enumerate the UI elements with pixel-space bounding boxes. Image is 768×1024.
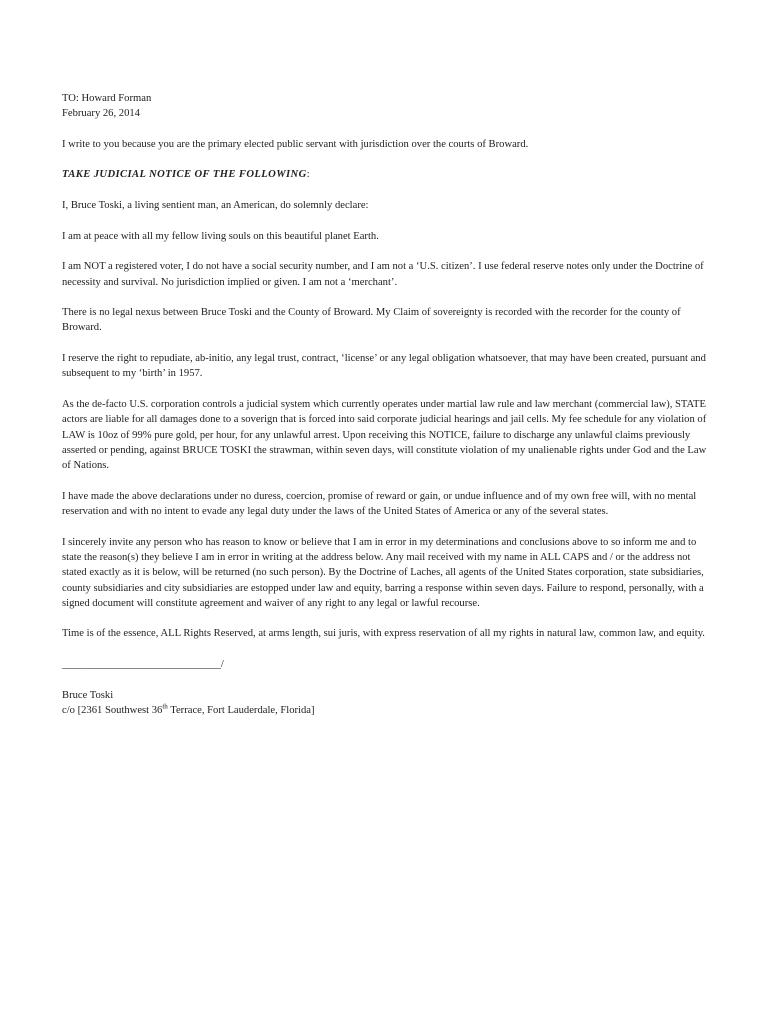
paragraph-peace: I am at peace with all my fellow living souls on this beautiful planet Earth.	[62, 230, 379, 242]
recipient-line: TO: Howard Forman	[62, 93, 152, 104]
paragraph-no-duress: I have made the above declarations under no duress, coercion, promise of reward or gain, or undue influence and of my own free will, with no mental reservation and with no intent to evade any legal duty under the laws of the United States of America or any of the several states.	[62, 490, 697, 518]
signer-address	[62, 703, 712, 718]
declaration-paragraph: I, Bruce Toski, a living sentient man, an American, do solemnly declare:	[62, 200, 369, 212]
signature-line: ______________________________/	[62, 658, 224, 670]
notice-heading	[62, 167, 712, 182]
paragraph-voter-status: I am NOT a registered voter, I do not have a social security number, and I am not a ‘U.S. citizen’. I use federal reserve notes only under the Doctrine of necessity and survival. No jurisdiction implied or given. I am not a ‘merchant’.	[62, 261, 704, 288]
notice-heading-text: TAKE JUDICIAL NOTICE OF THE FOLLOWING	[62, 169, 307, 181]
paragraph-invitation: I sincerely invite any person who has reason to know or believe that I am in error in my determinations and conclusions above to so inform me and to state the reason(s) they believe I am in error in writing at the address below. Any mail received with my name in ALL CAPS and / or the address not stated exactly as it is below, will be returned (no such person). By the Doctrine of Laches, all agents of the United States corporation, state subsidiaries, county subsidiaries and city subsidiaries are estopped under law and equity, barring a response within seven days. Failure to respond, personally, with a signed document will constitute agreement and waiver of any right to any legal or lawful recourse.	[62, 536, 704, 609]
address-suffix: Terrace, Fort Lauderdale, Florida]	[167, 704, 315, 716]
notice-heading-colon: :	[306, 169, 310, 181]
letter-page	[62, 91, 712, 718]
signer-name: Bruce Toski	[62, 689, 114, 701]
paragraph-corporation: As the de-facto U.S. corporation controls a judicial system which currently operates under martial law rule and law merchant (commercial law), STATE actors are liable for all damages done to a soverign that is forced into said corporate judicial hearings and jail cells. My fee schedule for any violation of LAW is 10oz of 99% pure gold, per hour, for any unlawful arrest. Upon receiving this NOTICE, failure to discharge any unlawful claims previously asserted or pending, against BRUCE TOSKI the strawman, within seven days, will constitute violation of my unalienable rights under God and the Law of Nations.	[62, 398, 707, 472]
intro-paragraph: I write to you because you are the primary elected public servant with jurisdiction over the courts of Broward.	[62, 138, 529, 150]
paragraph-repudiation: I reserve the right to repudiate, ab-initio, any legal trust, contract, ‘license’ or any legal obligation whatsoever, that may have been created, pursuant and subsequent to my ‘birth’ in 1957.	[62, 353, 706, 380]
letter-date: February 26, 2014	[62, 108, 140, 120]
paragraph-rights-reserved: Time is of the essence, ALL Rights Reserved, at arms length, sui juris, with express reservation of all my rights in natural law, common law, and equity.	[62, 628, 705, 640]
paragraph-legal-nexus: There is no legal nexus between Bruce Toski and the County of Broward. My Claim of sovereignty is recorded with the recorder for the county of Broward.	[62, 307, 681, 334]
address-prefix: c/o [2361 Southwest 36	[62, 704, 163, 716]
address-superscript: th	[162, 702, 168, 711]
